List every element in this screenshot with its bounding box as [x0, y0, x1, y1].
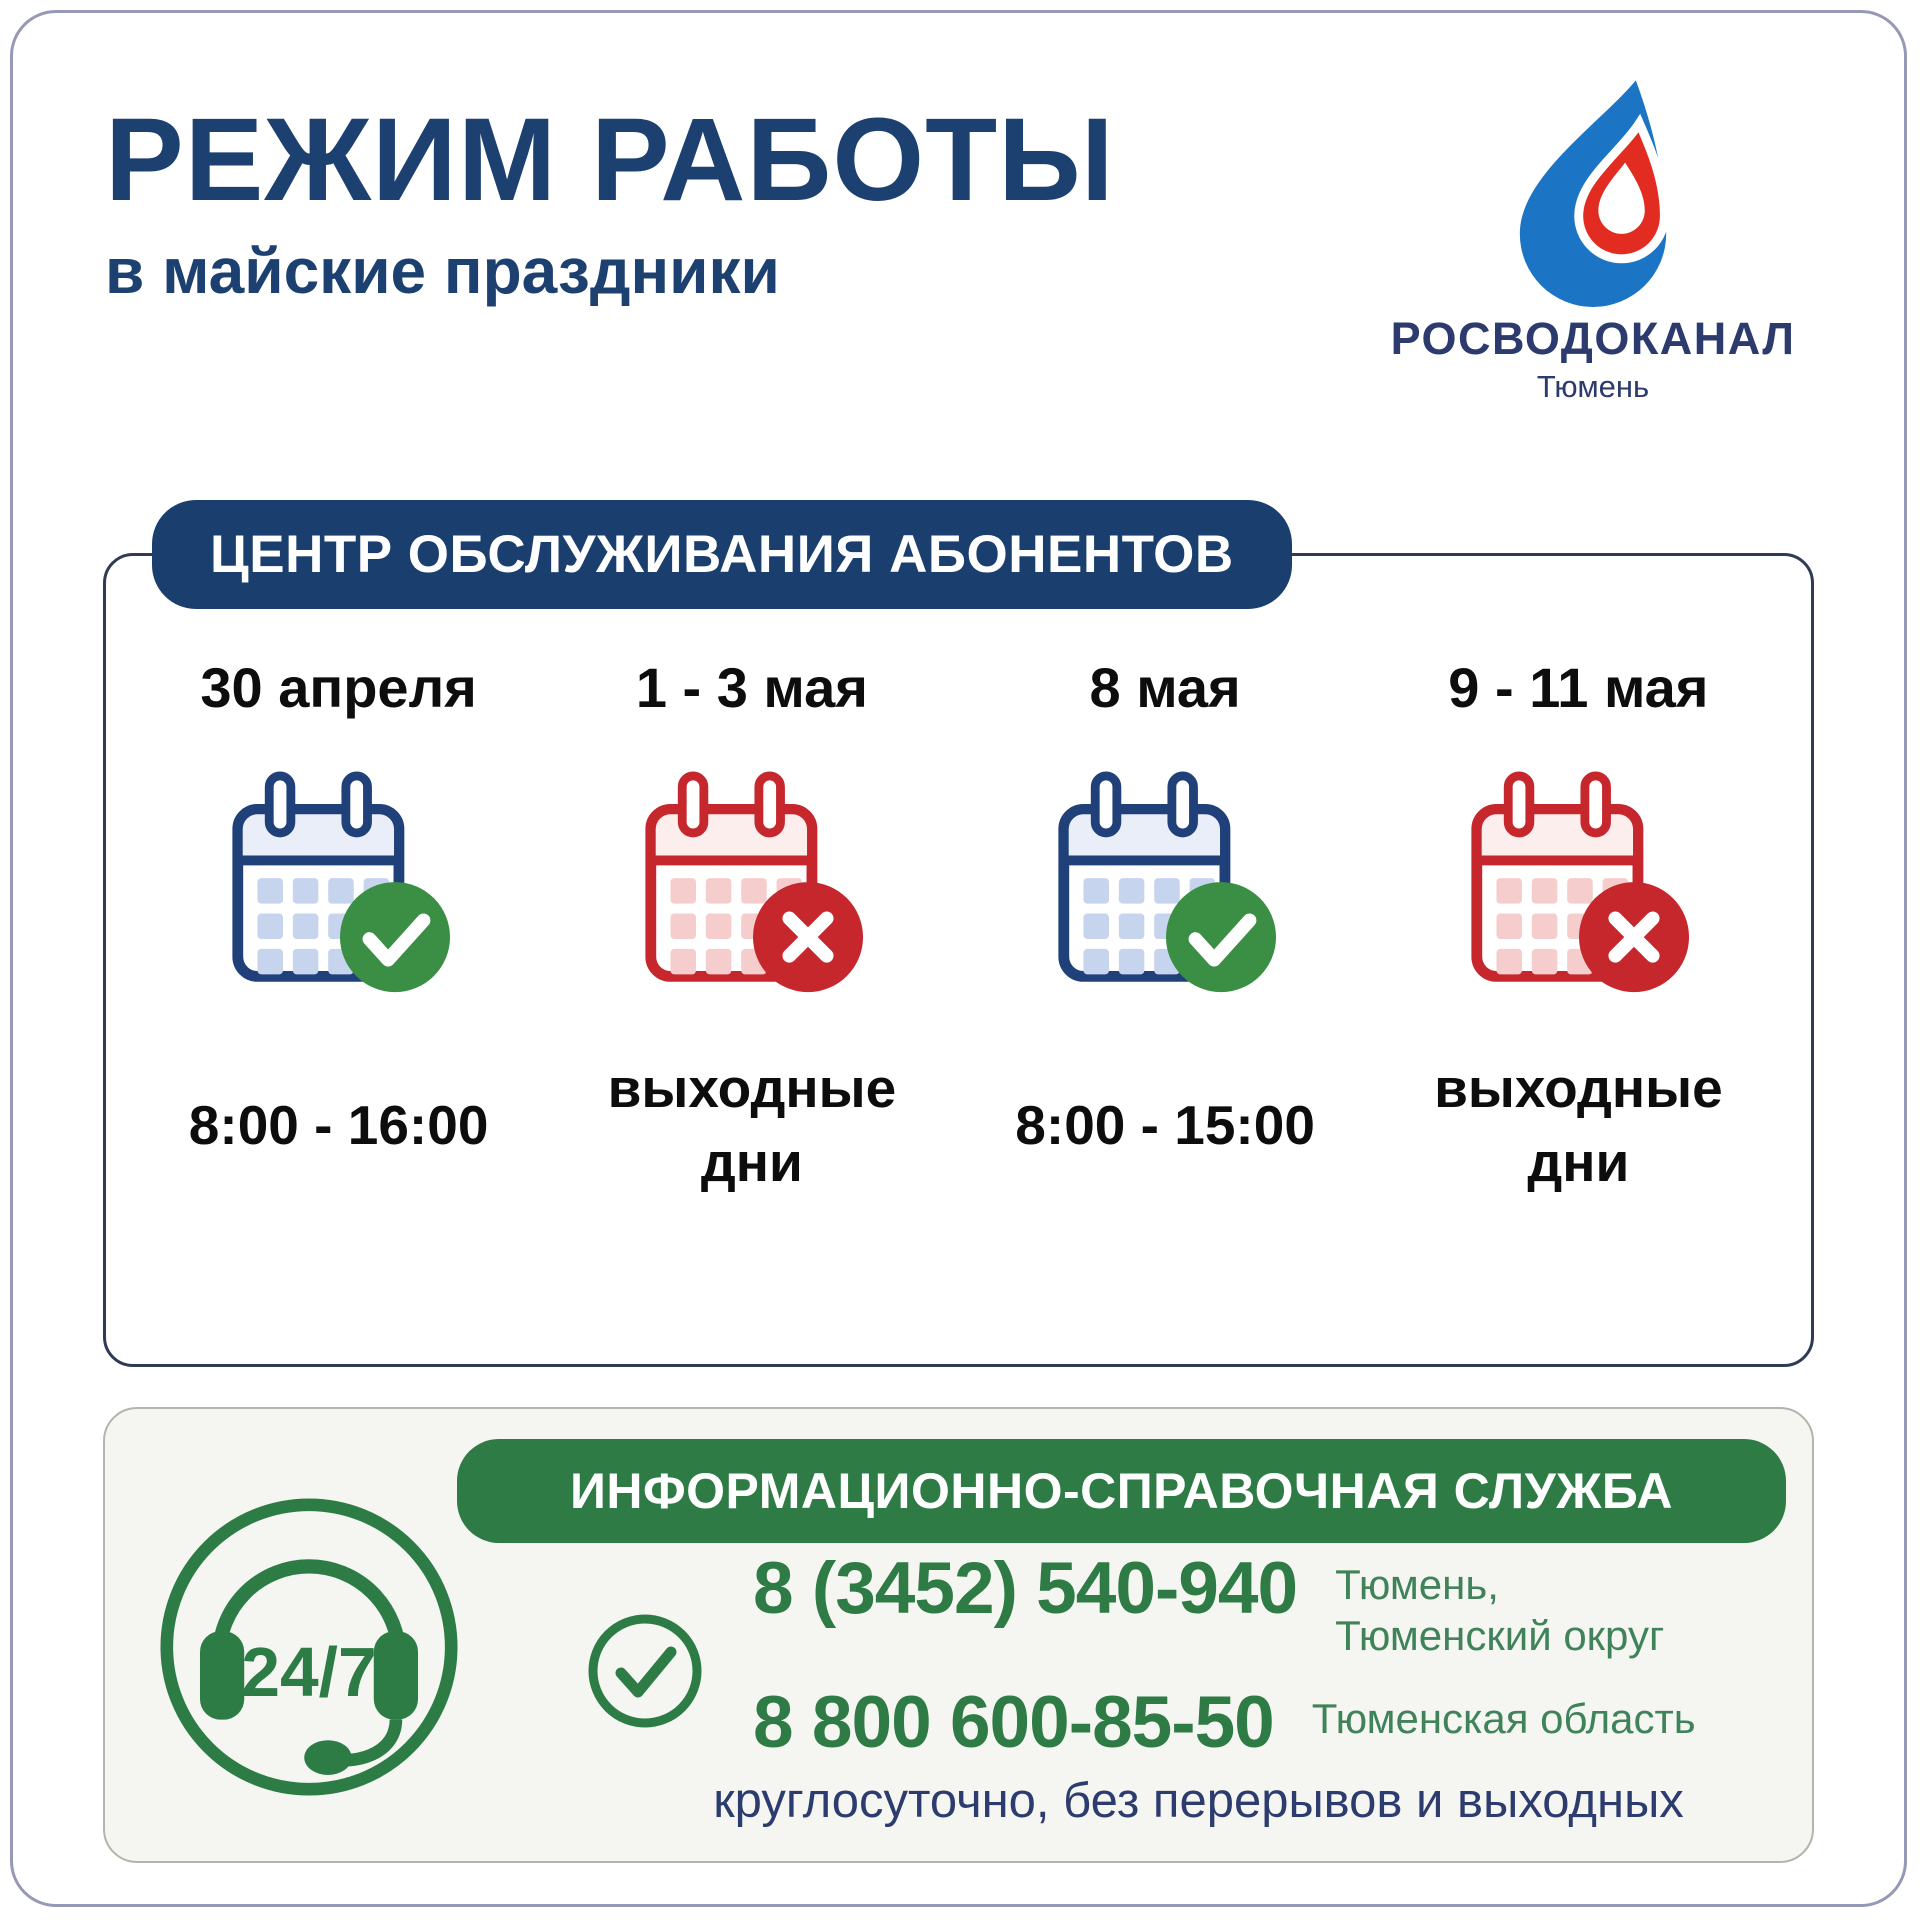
logo-company-name: РОСВОДОКАНАЛ [1390, 313, 1796, 364]
schedule-hours: выходные дни [1434, 1056, 1723, 1193]
phone-number: 8 800 600-85-50 [753, 1682, 1274, 1764]
schedule-hours: 8:00 - 16:00 [188, 1093, 489, 1156]
schedule-column-may9-11 [1372, 656, 1785, 1210]
calendar-check-icon [1052, 768, 1278, 1004]
info-service-section [103, 1407, 1814, 1863]
page-subtitle: в майские праздники [105, 235, 780, 307]
phone-list [753, 1548, 1696, 1764]
schedule-column-april30 [132, 656, 545, 1210]
schedule-date: 9 - 11 мая [1448, 656, 1709, 719]
logo-city: Тюмень [1536, 369, 1650, 404]
schedule-date: 30 апреля [200, 656, 477, 719]
service-center-header: ЦЕНТР ОБСЛУЖИВАНИЯ АБОНЕНТОВ [152, 500, 1292, 609]
calendar-x-icon [639, 768, 865, 1004]
phone-number: 8 (3452) 540-940 [753, 1548, 1298, 1629]
phone-row-federal [753, 1682, 1696, 1764]
info-service-header: ИНФОРМАЦИОННО-СПРАВОЧНАЯ СЛУЖБА [457, 1439, 1786, 1543]
schedule-column-may1-3 [545, 656, 958, 1210]
water-drop-icon [1493, 75, 1693, 307]
schedule-columns [106, 556, 1811, 1210]
schedule-hours: выходные дни [607, 1056, 897, 1193]
poster-card [10, 10, 1907, 1907]
headset-24-7-icon [151, 1489, 467, 1805]
service-center-section [103, 525, 1814, 1367]
phone-row-local [753, 1548, 1696, 1661]
page-title: РЕЖИМ РАБОТЫ [105, 94, 1115, 226]
phone-region-line: Тюменская область [1311, 1695, 1696, 1743]
header-titles [105, 94, 1115, 307]
company-logo [1373, 75, 1813, 405]
availability-note: круглосуточно, без перерывов и выходных [713, 1774, 1684, 1828]
check-circle-icon [583, 1609, 707, 1733]
phone-region-line: Тюменский округ [1335, 1612, 1665, 1660]
calendar-x-icon [1465, 768, 1691, 1004]
availability-badge: 24/7 [241, 1632, 377, 1711]
calendar-check-icon [226, 768, 452, 1004]
schedule-hours: 8:00 - 15:00 [1015, 1093, 1315, 1156]
phone-region [1312, 1685, 1696, 1744]
schedule-column-may8 [959, 656, 1372, 1210]
schedule-date: 1 - 3 мая [635, 656, 868, 719]
schedule-date: 8 мая [1089, 656, 1241, 719]
phone-region [1335, 1551, 1664, 1661]
phone-region-line: Тюмень, [1335, 1561, 1499, 1608]
